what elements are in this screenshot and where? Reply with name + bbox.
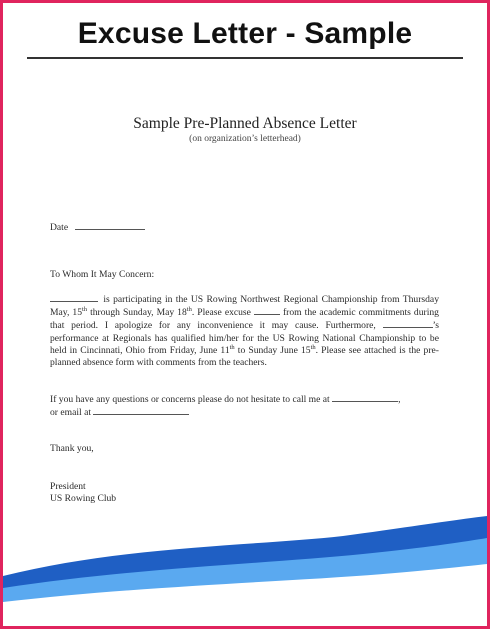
p2-text-3: or email at [50, 407, 92, 419]
p1-sup-2: th [186, 306, 192, 314]
excuse-name-blank [254, 306, 280, 315]
p1-sup-4: th [310, 343, 316, 351]
date-label: Date [50, 222, 69, 233]
p2-text-1: If you have any questions or concerns please do not hesitate to call me at [50, 394, 333, 405]
paragraph-2 [50, 393, 439, 419]
banner-rule [27, 57, 463, 59]
decorative-wave [3, 516, 487, 626]
banner-title: Excuse Letter - Sample [77, 17, 413, 50]
p1-text-6: to Sunday June 15 [234, 344, 311, 356]
salutation: To Whom It May Concern: [50, 269, 155, 280]
p1-text-5: ’s performance at Regionals has qualified him/her for the US Rowing National Championship to be held in Cincinnati, Ohio from Friday, June 11 [50, 320, 439, 356]
paragraph-1 [50, 293, 439, 369]
p2-text-2: , [398, 394, 401, 405]
email-blank [93, 406, 189, 415]
signature-title: President [50, 481, 86, 492]
signature-org: US Rowing Club [50, 493, 117, 505]
p1-text-4: from the academic commitments during that period. I apologize for any inconvenience it may cause. Furthermore, [50, 307, 439, 332]
letter-subtitle: (on organization’s letterhead) [189, 134, 301, 144]
date-line [50, 221, 439, 234]
p1-text-1: is participating in the US Rowing Northwest Regional Championship from Thursday May, 15 [50, 294, 439, 319]
p1-text-2: through Sunday, May 18 [87, 307, 187, 319]
p1-text-7: . Please see attached is the pre-planned absence form with comments from the teachers. [50, 344, 439, 369]
closing: Thank you, [50, 443, 94, 454]
letter-title: Sample Pre-Planned Absence Letter [133, 115, 357, 132]
signature-block [50, 481, 439, 505]
performance-name-blank [383, 319, 433, 328]
p1-sup-1: th [82, 306, 88, 314]
p1-sup-3: th [229, 343, 235, 351]
date-blank [75, 221, 145, 230]
student-name-blank [50, 293, 98, 302]
phone-blank [332, 393, 398, 402]
p1-text-3: . Please excuse [191, 307, 254, 319]
